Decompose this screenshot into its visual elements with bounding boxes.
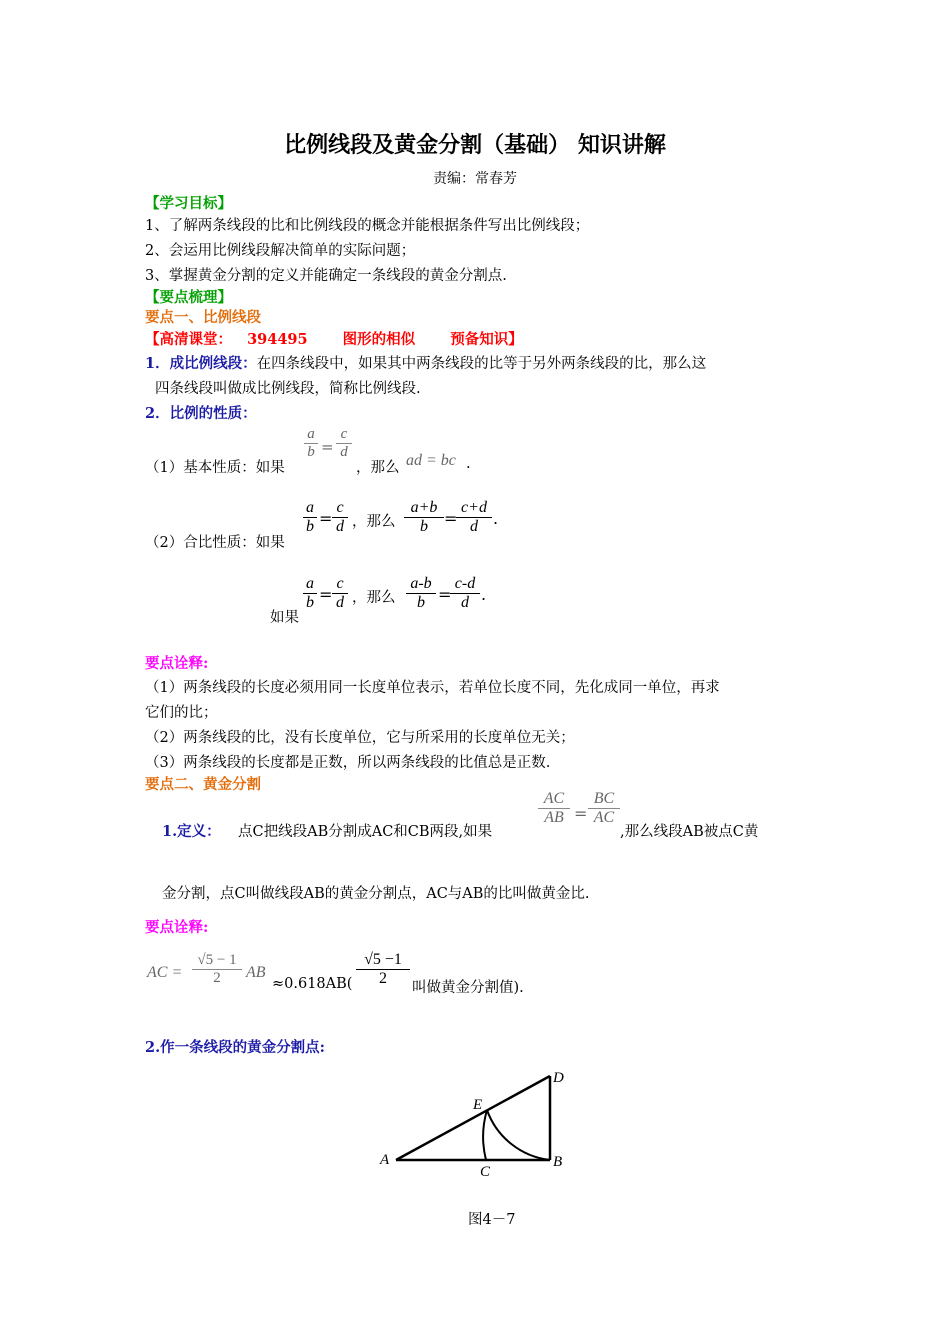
denominator: b — [417, 594, 425, 611]
course-prefix: 【高清课堂： — [145, 331, 232, 348]
numerator: √5 −1 — [364, 951, 402, 968]
fraction-c-over-d — [332, 575, 348, 612]
label-a: A — [380, 1152, 390, 1168]
numerator: a — [306, 499, 314, 516]
fraction-a-over-b — [304, 426, 318, 461]
arc-de — [487, 1110, 550, 1160]
note-item: （3）两条线段的长度都是正数，所以两条线段的比值总是正数. — [145, 755, 551, 771]
denominator: d — [336, 594, 344, 611]
figure-caption: 图4－7 — [468, 1212, 516, 1228]
construct-heading: 2.作一条线段的黄金分割点: — [145, 1039, 325, 1056]
point1-heading: 要点一、比例线段 — [145, 309, 261, 326]
course-id: 394495 — [247, 331, 308, 348]
golden-def-label: 1.定义： — [162, 823, 221, 840]
numerator: a+b — [410, 499, 438, 516]
period: . — [493, 509, 499, 528]
prop1-prefix: （1）基本性质：如果 — [145, 460, 285, 476]
arc-ec — [483, 1110, 487, 1160]
fraction-a-over-b — [303, 575, 317, 612]
fraction-a-over-b — [303, 499, 317, 536]
formula-tail: 叫做黄金分割值). — [412, 980, 524, 996]
formula-ab: AB — [246, 964, 266, 981]
equals-sign: = — [319, 509, 333, 528]
denominator: d — [470, 518, 478, 535]
numerator: c+d — [461, 499, 487, 516]
notes2-heading: 要点诠释: — [145, 919, 209, 936]
denominator: d — [336, 518, 344, 535]
numerator: a — [307, 426, 315, 442]
note-item: （1）两条线段的长度必须用同一长度单位表示，若单位长度不同，先化成同一单位，再求 — [145, 680, 720, 696]
numerator: c-d — [454, 575, 476, 592]
points-heading: 【要点梳理】 — [145, 289, 232, 306]
label-c: C — [480, 1164, 491, 1180]
fraction-c-plus-d-over-d — [456, 499, 492, 536]
course-topic: 图形的相似 — [342, 331, 416, 348]
notes1-heading: 要点诠释: — [145, 655, 209, 672]
editor-line: 责编：常春芳 — [433, 171, 517, 187]
denominator: 2 — [379, 970, 387, 987]
numerator: c — [336, 499, 344, 516]
segment-ad — [396, 1076, 550, 1160]
goal-item: 2、会运用比例线段解决简单的实际问题； — [145, 243, 416, 259]
def1-line — [145, 352, 706, 373]
denominator: d — [340, 444, 348, 460]
numerator: √5 − 1 — [197, 952, 237, 968]
golden-def-text-cont: ,那么线段AB被点C黄 — [620, 824, 759, 840]
fraction-c-over-d — [336, 426, 352, 461]
prop-heading: 2．比例的性质： — [145, 405, 257, 422]
goals-heading: 【学习目标】 — [145, 195, 232, 212]
period: . — [481, 585, 487, 604]
prop3-mid: ，那么 — [352, 590, 396, 606]
golden-def-text-cont: 金分割，点C叫做线段AB的黄金分割点，AC与AB的比叫做黄金比. — [162, 886, 590, 902]
formula-approx: ≈0.618AB( — [272, 976, 353, 992]
def1-label: 1．成比例线段： — [145, 355, 257, 372]
note-item: （2）两条线段的比，没有长度单位，它与所采用的长度单位无关； — [145, 730, 575, 746]
fraction-a-minus-b-over-b — [406, 575, 436, 612]
numerator: a-b — [410, 575, 432, 592]
label-b: B — [553, 1154, 563, 1170]
page-title: 比例线段及黄金分割（基础） 知识讲解 — [284, 132, 666, 158]
label-e: E — [473, 1097, 483, 1113]
prop3-prefix: 如果 — [270, 610, 299, 626]
prop2-prefix: （2）合比性质：如果 — [145, 535, 285, 551]
equals-sign: = — [444, 509, 458, 528]
def1-text-cont: 四条线段叫做成比例线段，简称比例线段. — [155, 381, 421, 397]
prop1-result: ad = bc — [406, 452, 456, 469]
denominator: AC — [593, 809, 615, 826]
denominator: 2 — [213, 970, 221, 986]
denominator: b — [306, 518, 314, 535]
golden-heading: 要点二、黄金分割 — [145, 776, 261, 793]
fraction-c-minus-d-over-d — [450, 575, 480, 612]
numerator: c — [340, 426, 348, 442]
denominator: b — [306, 594, 314, 611]
numerator: a — [306, 575, 314, 592]
goal-item: 1、了解两条线段的比和比例线段的概念并能根据条件写出比例线段； — [145, 218, 590, 234]
equals-sign: = — [319, 585, 333, 604]
denominator: d — [461, 594, 469, 611]
label-d: D — [553, 1070, 564, 1086]
prop1-end: . — [466, 456, 471, 472]
numerator: c — [336, 575, 344, 592]
def1-text: 在四条线段中，如果其中两条线段的比等于另外两条线段的比，那么这 — [256, 356, 707, 372]
fraction-sqrt5-minus-1-over-2 — [192, 952, 242, 987]
denominator: AB — [544, 809, 564, 826]
fraction-ac-over-ab — [538, 790, 570, 827]
numerator: BC — [593, 790, 615, 807]
denominator: b — [307, 444, 315, 460]
fraction-a-plus-b-over-b — [404, 499, 444, 536]
note-item-cont: 它们的比； — [145, 705, 218, 721]
fraction-c-over-d — [332, 499, 348, 536]
golden-def-text: 点C把线段AB分割成AC和CB两段,如果 — [238, 824, 493, 840]
equals-sign: = — [574, 804, 588, 823]
golden-section-figure — [370, 1062, 580, 1182]
fraction-golden-value — [356, 951, 410, 988]
prop1-mid: ，那么 — [356, 460, 400, 476]
course-link — [145, 328, 523, 349]
goal-item: 3、掌握黄金分割的定义并能确定一条线段的黄金分割点. — [145, 268, 507, 284]
equals-sign: = — [438, 585, 452, 604]
prop2-mid: ，那么 — [352, 514, 396, 530]
equals-sign: = — [321, 438, 334, 456]
denominator: b — [420, 518, 428, 535]
formula-lhs: AC = — [147, 964, 183, 981]
course-section: 预备知识】 — [450, 331, 523, 348]
fraction-bc-over-ac — [588, 790, 620, 827]
numerator: AC — [543, 790, 565, 807]
